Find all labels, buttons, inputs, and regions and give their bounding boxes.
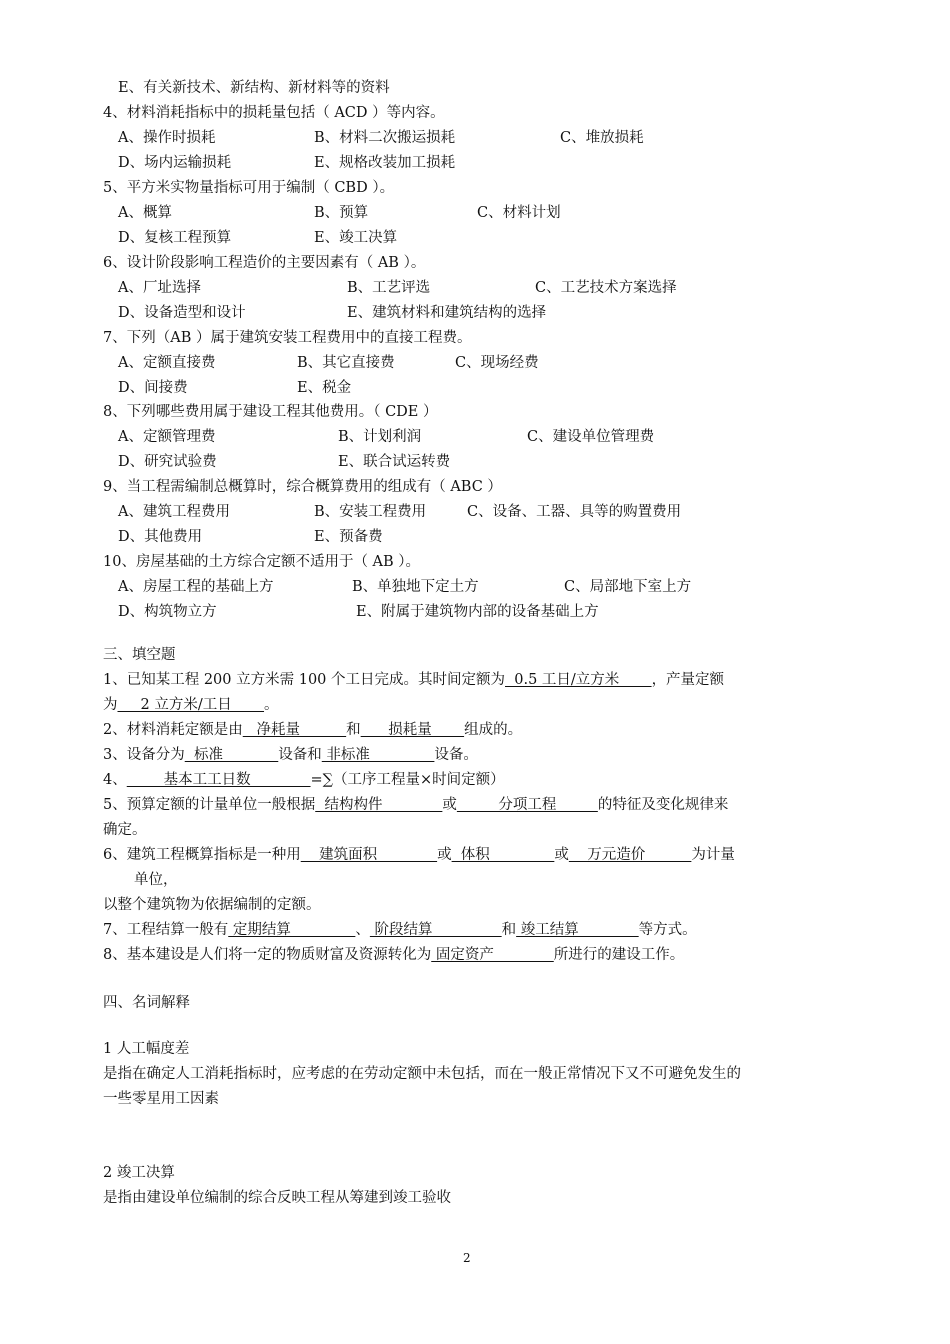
- q4-option-b: B、材料二次搬运损耗: [314, 130, 456, 146]
- question-7: 7、下列（AB ）属于建筑安装工程费用中的直接工程费。: [103, 330, 472, 346]
- q8-option-b: B、计划利润: [338, 429, 422, 445]
- fill-1-line-2: [103, 695, 279, 715]
- fill-8-text-2: 所进行的建设工作。: [553, 947, 685, 963]
- q4-option-e: E、规格改装加工损耗: [314, 155, 456, 171]
- q8-option-e: E、联合试运转费: [338, 454, 451, 470]
- q7-option-b: B、其它直接费: [297, 355, 395, 371]
- q7-option-d: D、间接费: [118, 380, 188, 396]
- fill-1-answer-2: 2 立方米/工日: [117, 697, 265, 713]
- question-9: 9、当工程需编制总概算时，综合概算费用的组成有（ ABC ）: [103, 479, 502, 495]
- page-number: 2: [463, 1251, 471, 1265]
- fill-5-answer-2: 分项工程: [456, 797, 598, 813]
- fill-2-answer-2: 损耗量: [360, 722, 465, 738]
- q6-option-d: D、设备造型和设计: [118, 305, 246, 321]
- q9-option-d: D、其他费用: [118, 529, 203, 545]
- q9-option-e: E、预备费: [314, 529, 383, 545]
- fill-6-text: 6、建筑工程概算指标是一种用: [103, 847, 301, 863]
- q9-option-c: C、设备、工器、具等的购置费用: [467, 504, 682, 520]
- q5-option-e: E、竣工决算: [314, 230, 398, 246]
- q6-option-e: E、建筑材料和建筑结构的选择: [347, 305, 547, 321]
- q10-option-b: B、单独地下定土方: [352, 579, 479, 595]
- fill-4: [103, 770, 505, 790]
- fill-2-text-2: 和: [346, 722, 361, 738]
- q10-option-e: E、附属于建筑物内部的设备基础上方: [356, 604, 599, 620]
- term-2-title: 2 竣工决算: [103, 1165, 175, 1181]
- question-5: 5、平方米实物量指标可用于编制（ CBD ）。: [103, 180, 395, 196]
- fill-2-text: 2、材料消耗定额是由: [103, 722, 243, 738]
- fill-7-text-4: 等方式。: [638, 922, 697, 938]
- fill-7-text-2: 、: [355, 922, 370, 938]
- fill-3: [103, 745, 478, 765]
- fill-3-text-2: 设备和: [278, 747, 322, 763]
- fill-5-text-2: 或: [442, 797, 457, 813]
- q7-option-a: A、定额直接费: [118, 355, 216, 371]
- fill-6-answer-2: 体积: [451, 847, 555, 863]
- fill-6-line-1: [103, 845, 735, 865]
- fill-6-text-4: 为计量: [691, 847, 735, 863]
- fill-7-text: 7、工程结算一般有: [103, 922, 229, 938]
- fill-1-text-4: 。: [264, 697, 279, 713]
- q8-option-c: C、建设单位管理费: [527, 429, 655, 445]
- q6-option-b: B、工艺评选: [347, 280, 431, 296]
- term-1-body-line-2: 一些零星用工因素: [103, 1091, 219, 1107]
- q5-option-d: D、复核工程预算: [118, 230, 232, 246]
- fill-2: [103, 720, 522, 740]
- fill-7: [103, 920, 697, 940]
- q9-option-b: B、安装工程费用: [314, 504, 427, 520]
- fill-4-text-2: =∑（工序工程量×时间定额）: [310, 772, 505, 788]
- fill-1-text: 1、已知某工程 200 立方米需 100 个工日完成。其时间定额为: [103, 672, 506, 688]
- fill-8-answer-1: 固定资产: [431, 947, 554, 963]
- fill-7-answer-1: 定期结算: [228, 922, 356, 938]
- q5-option-b: B、预算: [314, 205, 369, 221]
- fill-4-text: 4、: [103, 772, 127, 788]
- term-2-body-line-1: 是指由建设单位编制的综合反映工程从筹建到竣工验收: [103, 1190, 451, 1206]
- fill-6-answer-3: 万元造价: [568, 847, 692, 863]
- q4-option-a: A、操作时损耗: [118, 130, 216, 146]
- q4-option-d: D、场内运输损耗: [118, 155, 232, 171]
- terms-heading: 四、名词解释: [103, 995, 190, 1011]
- q5-option-a: A、概算: [118, 205, 172, 221]
- fill-2-text-3: 组成的。: [464, 722, 523, 738]
- fill-1-answer-1: 0.5 工日/立方米: [505, 672, 652, 688]
- fill-1-text-2: ，产量定额: [651, 672, 725, 688]
- q9-option-a: A、建筑工程费用: [118, 504, 230, 520]
- question-4: 4、材料消耗指标中的损耗量包括（ ACD ）等内容。: [103, 105, 445, 121]
- fill-5-answer-1: 结构构件: [315, 797, 443, 813]
- question-8: 8、下列哪些费用属于建设工程其他费用。（ CDE ）: [103, 404, 438, 420]
- q6-option-a: A、厂址选择: [118, 280, 201, 296]
- question-10: 10、房屋基础的土方综合定额不适用于（ AB ）。: [103, 554, 421, 570]
- fill-4-answer-1: 基本工工日数: [126, 772, 311, 788]
- fill-6-text-2: 或: [437, 847, 452, 863]
- q8-option-d: D、研究试验费: [118, 454, 217, 470]
- q5-option-c: C、材料计划: [477, 205, 561, 221]
- fill-5-text: 5、预算定额的计量单位一般根据: [103, 797, 316, 813]
- q10-option-d: D、构筑物立方: [118, 604, 217, 620]
- q7-option-e: E、税金: [297, 380, 352, 396]
- fill-3-answer-1: 标准: [184, 747, 279, 763]
- term-1-body-line-1: 是指在确定人工消耗指标时，应考虑的在劳动定额中未包括，而在一般正常情况下又不可避免发生的: [103, 1066, 741, 1082]
- fill-2-answer-1: 净耗量: [242, 722, 347, 738]
- fill-7-text-3: 和: [501, 922, 517, 938]
- fill-5-text-3: 的特征及变化规律来: [597, 797, 729, 813]
- fill-6-answer-1: 建筑面积: [300, 847, 438, 863]
- q10-option-c: C、局部地下室上方: [564, 579, 692, 595]
- fill-3-answer-2: 非标准: [321, 747, 435, 763]
- fill-3-text: 3、设备分为: [103, 747, 185, 763]
- fill-1-text-3: 为: [103, 697, 118, 713]
- fill-7-answer-2: 阶段结算: [369, 922, 502, 938]
- q3-option-e: E、有关新技术、新结构、新材料等的资料: [118, 80, 390, 96]
- fill-1-line-1: [103, 670, 724, 690]
- fill-6-line-3: 以整个建筑物为依据编制的定额。: [103, 897, 321, 913]
- q7-option-c: C、现场经费: [455, 355, 539, 371]
- fill-8-text: 8、基本建设是人们将一定的物质财富及资源转化为: [103, 947, 432, 963]
- q8-option-a: A、定额管理费: [118, 429, 216, 445]
- fill-7-answer-3: 竣工结算: [516, 922, 639, 938]
- fill-6-text-3: 或: [554, 847, 569, 863]
- term-1-title: 1 人工幅度差: [103, 1041, 190, 1057]
- q10-option-a: A、房屋工程的基础上方: [118, 579, 274, 595]
- fill-8: [103, 945, 684, 965]
- fill-5-line-2: 确定。: [103, 822, 147, 838]
- fill-3-text-3: 设备。: [434, 747, 478, 763]
- fill-5-line-1: [103, 795, 728, 815]
- q6-option-c: C、工艺技术方案选择: [535, 280, 677, 296]
- fill-6-line-2: 单位，: [134, 872, 178, 888]
- question-6: 6、设计阶段影响工程造价的主要因素有（ AB ）。: [103, 255, 426, 271]
- q4-option-c: C、堆放损耗: [560, 130, 644, 146]
- fill-heading: 三、填空题: [103, 647, 176, 663]
